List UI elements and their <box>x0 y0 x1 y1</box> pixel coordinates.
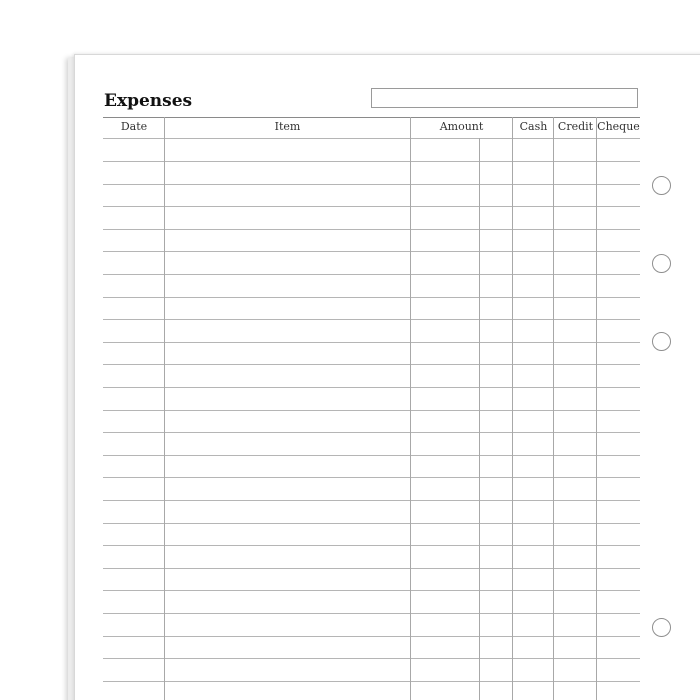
row-rule <box>103 658 640 659</box>
row-rule <box>103 342 640 343</box>
column-header-credit: Credit <box>557 120 594 133</box>
row-rule <box>103 387 640 388</box>
column-header-item: Item <box>274 120 301 133</box>
punch-hole-icon <box>652 254 671 273</box>
row-rule <box>103 568 640 569</box>
row-rule <box>103 184 640 185</box>
row-rule <box>103 297 640 298</box>
divider-cash-credit <box>553 117 554 700</box>
punch-hole-icon <box>652 176 671 195</box>
page-title: Expenses <box>104 91 193 111</box>
row-rule <box>103 613 640 614</box>
divider-amount-cents <box>479 138 480 700</box>
row-rule <box>103 455 640 456</box>
column-header-cheque: Cheque <box>597 120 640 133</box>
row-rule <box>103 523 640 524</box>
column-header-date: Date <box>120 120 148 133</box>
row-rule <box>103 319 640 320</box>
row-rule <box>103 161 640 162</box>
row-rule <box>103 251 640 252</box>
column-header-cash: Cash <box>519 120 548 133</box>
expenses-table-grid <box>103 117 640 700</box>
divider-date-item <box>164 117 165 700</box>
divider-item-amount <box>410 117 411 700</box>
punch-hole-icon <box>652 618 671 637</box>
row-rule <box>103 274 640 275</box>
row-rule <box>103 500 640 501</box>
divider-credit-cheque <box>596 117 597 700</box>
row-rule <box>103 590 640 591</box>
column-header-amount: Amount <box>439 120 484 133</box>
row-rule <box>103 410 640 411</box>
row-rule <box>103 636 640 637</box>
row-rule <box>103 364 640 365</box>
header-bottom-rule <box>103 138 640 139</box>
row-rule <box>103 229 640 230</box>
row-rule <box>103 206 640 207</box>
row-rule <box>103 477 640 478</box>
row-rule <box>103 681 640 682</box>
row-rule <box>103 432 640 433</box>
row-rule <box>103 545 640 546</box>
punch-hole-icon <box>652 332 671 351</box>
title-input-box[interactable] <box>371 88 638 108</box>
divider-amount-cash <box>512 117 513 700</box>
